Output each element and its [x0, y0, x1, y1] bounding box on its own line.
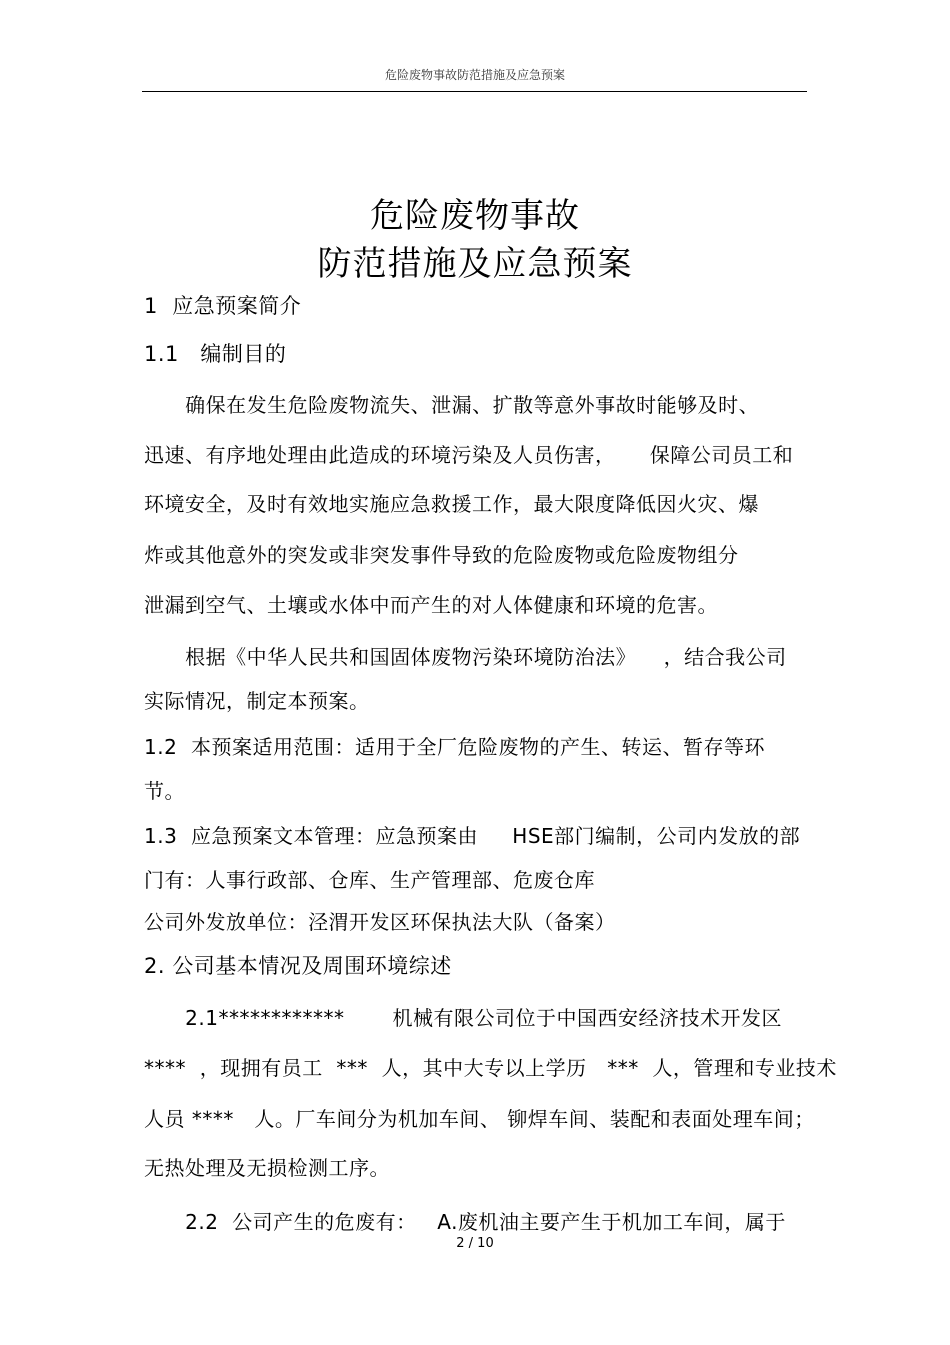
subsection-heading: 1.1 编制目的	[144, 342, 287, 366]
body-line: 迅速、有序地处理由此造成的环境污染及人员伤害， 保障公司员工和	[144, 443, 794, 467]
body-line: **** ，现拥有员工 *** 人，其中大专以上学历 *** 人，管理和专业技术	[144, 1056, 837, 1080]
body-line: 1.2 本预案适用范围：适用于全厂危险废物的产生、转运、暂存等环	[144, 735, 766, 759]
body-line: 泄漏到空气、土壤或水体中而产生的对人体健康和环境的危害。	[144, 593, 718, 617]
body-line: 人员 **** 人。厂车间分为机加车间、 铆焊车间、装配和表面处理车间；	[144, 1107, 815, 1131]
body-line: 实际情况，制定本预案。	[144, 689, 370, 713]
body-line: 1.3 应急预案文本管理：应急预案由 HSE部门编制，公司内发放的部	[144, 824, 801, 848]
body-line: 炸或其他意外的突发或非突发事件导致的危险废物或危险废物组分	[144, 543, 739, 567]
body-line: 公司外发放单位：泾渭开发区环保执法大队（备案）	[144, 910, 616, 934]
body-line: 2.2 公司产生的危废有： A.废机油主要产生于机加工车间，属于	[144, 1210, 786, 1234]
body-line: 环境安全，及时有效地实施应急救援工作，最大限度降低因火灾、爆	[144, 492, 759, 516]
section-heading: 1 应急预案简介	[144, 294, 302, 318]
section-heading: 2. 公司基本情况及周围环境综述	[144, 954, 452, 978]
body-line: 节。	[144, 779, 185, 803]
body-line: 2.1************ 机械有限公司位于中国西安经济技术开发区	[144, 1006, 782, 1030]
document-title-line-1: 危险废物事故	[370, 196, 580, 236]
header-rule	[142, 91, 807, 92]
running-header: 危险废物事故防范措施及应急预案	[384, 68, 565, 82]
body-line: 无热处理及无损检测工序。	[144, 1156, 390, 1180]
document-title-line-2: 防范措施及应急预案	[317, 244, 633, 284]
page-number: 2 / 10	[456, 1236, 494, 1251]
body-line: 门有：人事行政部、仓库、生产管理部、危废仓库	[144, 868, 595, 892]
body-line: 根据《中华人民共和国固体废物污染环境防治法》 ，结合我公司	[144, 645, 787, 669]
body-line: 确保在发生危险废物流失、泄漏、扩散等意外事故时能够及时、	[144, 393, 760, 417]
